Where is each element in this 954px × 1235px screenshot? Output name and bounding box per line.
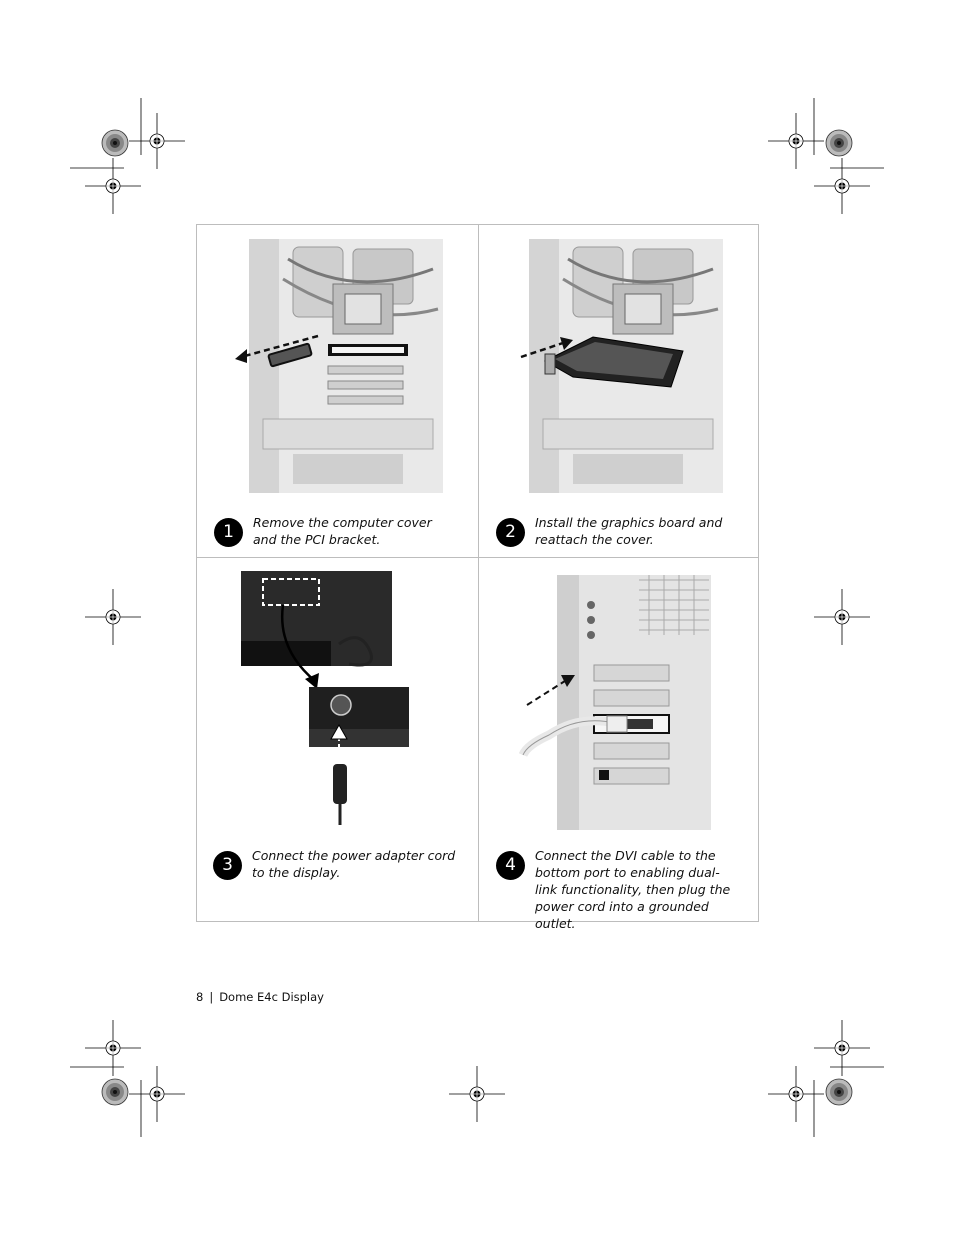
grid-divider-horizontal (197, 557, 758, 558)
step-1-caption: Remove the computer cover and the PCI bracket. (253, 515, 432, 547)
step-1-number-badge: 1 (214, 518, 243, 547)
step-4-illustration (519, 575, 715, 833)
step-2 (496, 514, 746, 548)
page-number: 8 (196, 990, 204, 1004)
document-title: Dome E4c Display (219, 990, 324, 1004)
installation-steps-grid (196, 224, 759, 931)
step-4-caption: Connect the DVI cable to the bottom port to enabling dual-link functionality, then plug the power cord into a grounded outlet. (535, 848, 731, 931)
step-1-illustration (233, 239, 448, 496)
grid-divider-vertical (478, 225, 479, 921)
step-4-number-badge: 4 (496, 851, 525, 880)
step-2-illustration (513, 239, 728, 496)
step-3 (213, 847, 468, 881)
step-4 (496, 847, 751, 932)
page-footer (196, 990, 324, 1004)
step-3-illustration (239, 569, 409, 825)
step-3-caption: Connect the power adapter cord to the display. (252, 848, 456, 880)
step-1 (214, 514, 464, 548)
step-2-number-badge: 2 (496, 518, 525, 547)
step-3-number-badge: 3 (213, 851, 242, 880)
step-2-caption: Install the graphics board and reattach the cover. (535, 515, 723, 547)
footer-separator: | (209, 990, 214, 1004)
